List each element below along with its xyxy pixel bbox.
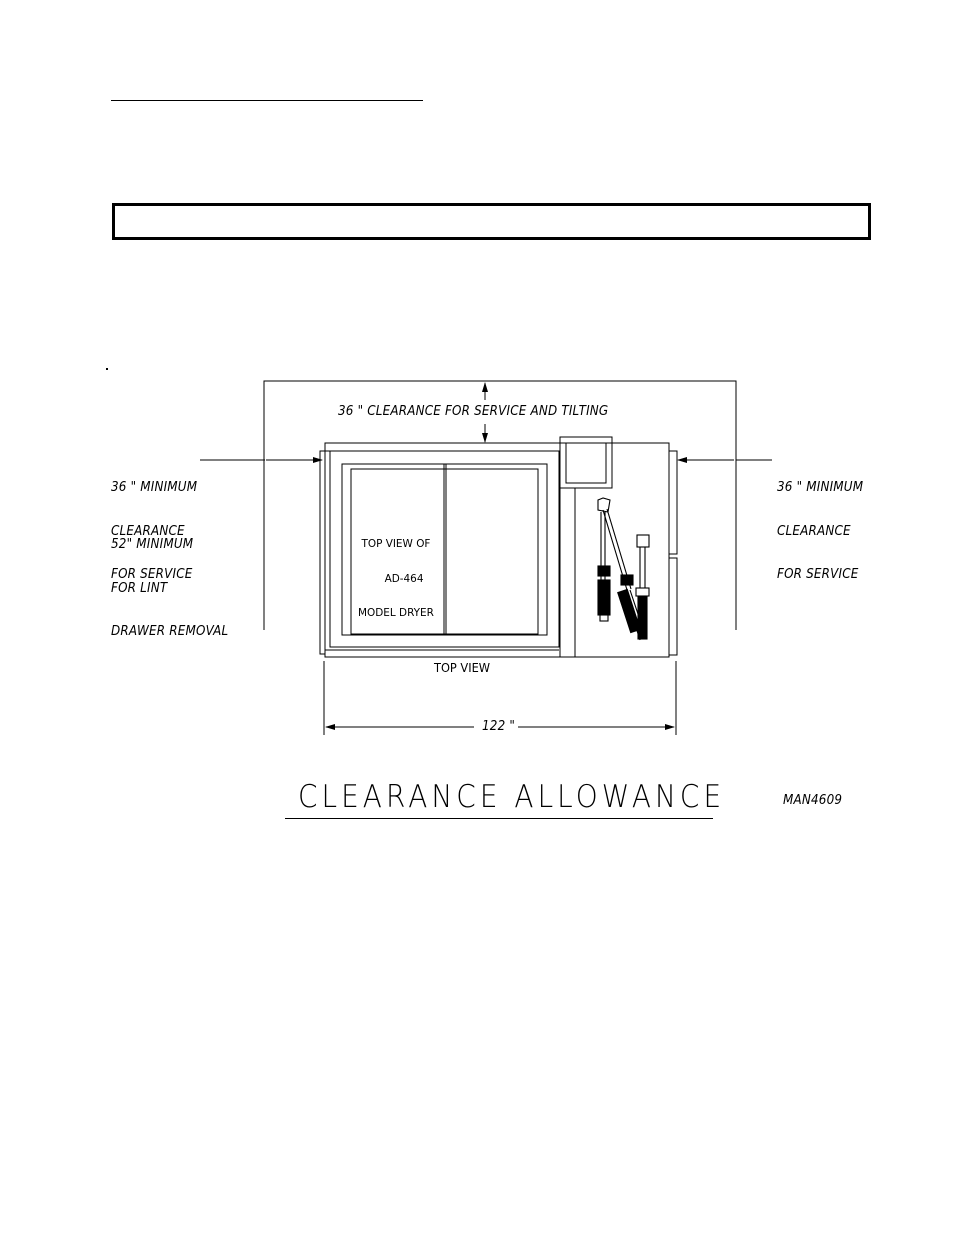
width-dimension-label: 122 " — [482, 719, 516, 734]
dryer-label-line-3: MODEL DRYER — [358, 606, 434, 619]
right-clearance-line-1: 36 " MINIMUM — [777, 480, 864, 495]
control-box-inner — [566, 443, 606, 483]
right-clearance-line-3: FOR SERVICE — [777, 567, 859, 582]
caption-title: CLEARANCE ALLOWANCE — [298, 779, 726, 815]
lint-drawer-line-2: FOR LINT — [111, 580, 168, 596]
dryer-label-line-1: TOP VIEW OF — [361, 537, 431, 550]
left-clearance-line-2: CLEARANCE — [111, 523, 185, 539]
lint-drawer-line-1: 52" MINIMUM — [111, 537, 194, 552]
caption-underline — [285, 818, 713, 819]
lint-drawer-line-3: DRAWER REMOVAL — [111, 624, 229, 639]
left-flange — [320, 451, 325, 654]
right-clearance-line-2: CLEARANCE — [777, 523, 851, 539]
lint-drawer-label — [111, 509, 228, 654]
dryer-label-line-2: AD-464 — [384, 571, 424, 585]
left-clearance-line-3: FOR SERVICE — [111, 567, 193, 582]
top-clearance-label: 36 " CLEARANCE FOR SERVICE AND TILTING — [338, 404, 609, 419]
top-view-label: TOP VIEW — [434, 661, 491, 675]
right-flange — [669, 451, 677, 554]
control-box — [560, 437, 612, 488]
drawing-id: MAN4609 — [783, 793, 843, 808]
right-flange-lower — [669, 558, 677, 655]
pipe-assembly — [598, 498, 649, 640]
left-clearance-line-1: 36 " MINIMUM — [111, 480, 198, 495]
dryer-label — [358, 515, 434, 630]
right-clearance-label — [777, 452, 863, 597]
